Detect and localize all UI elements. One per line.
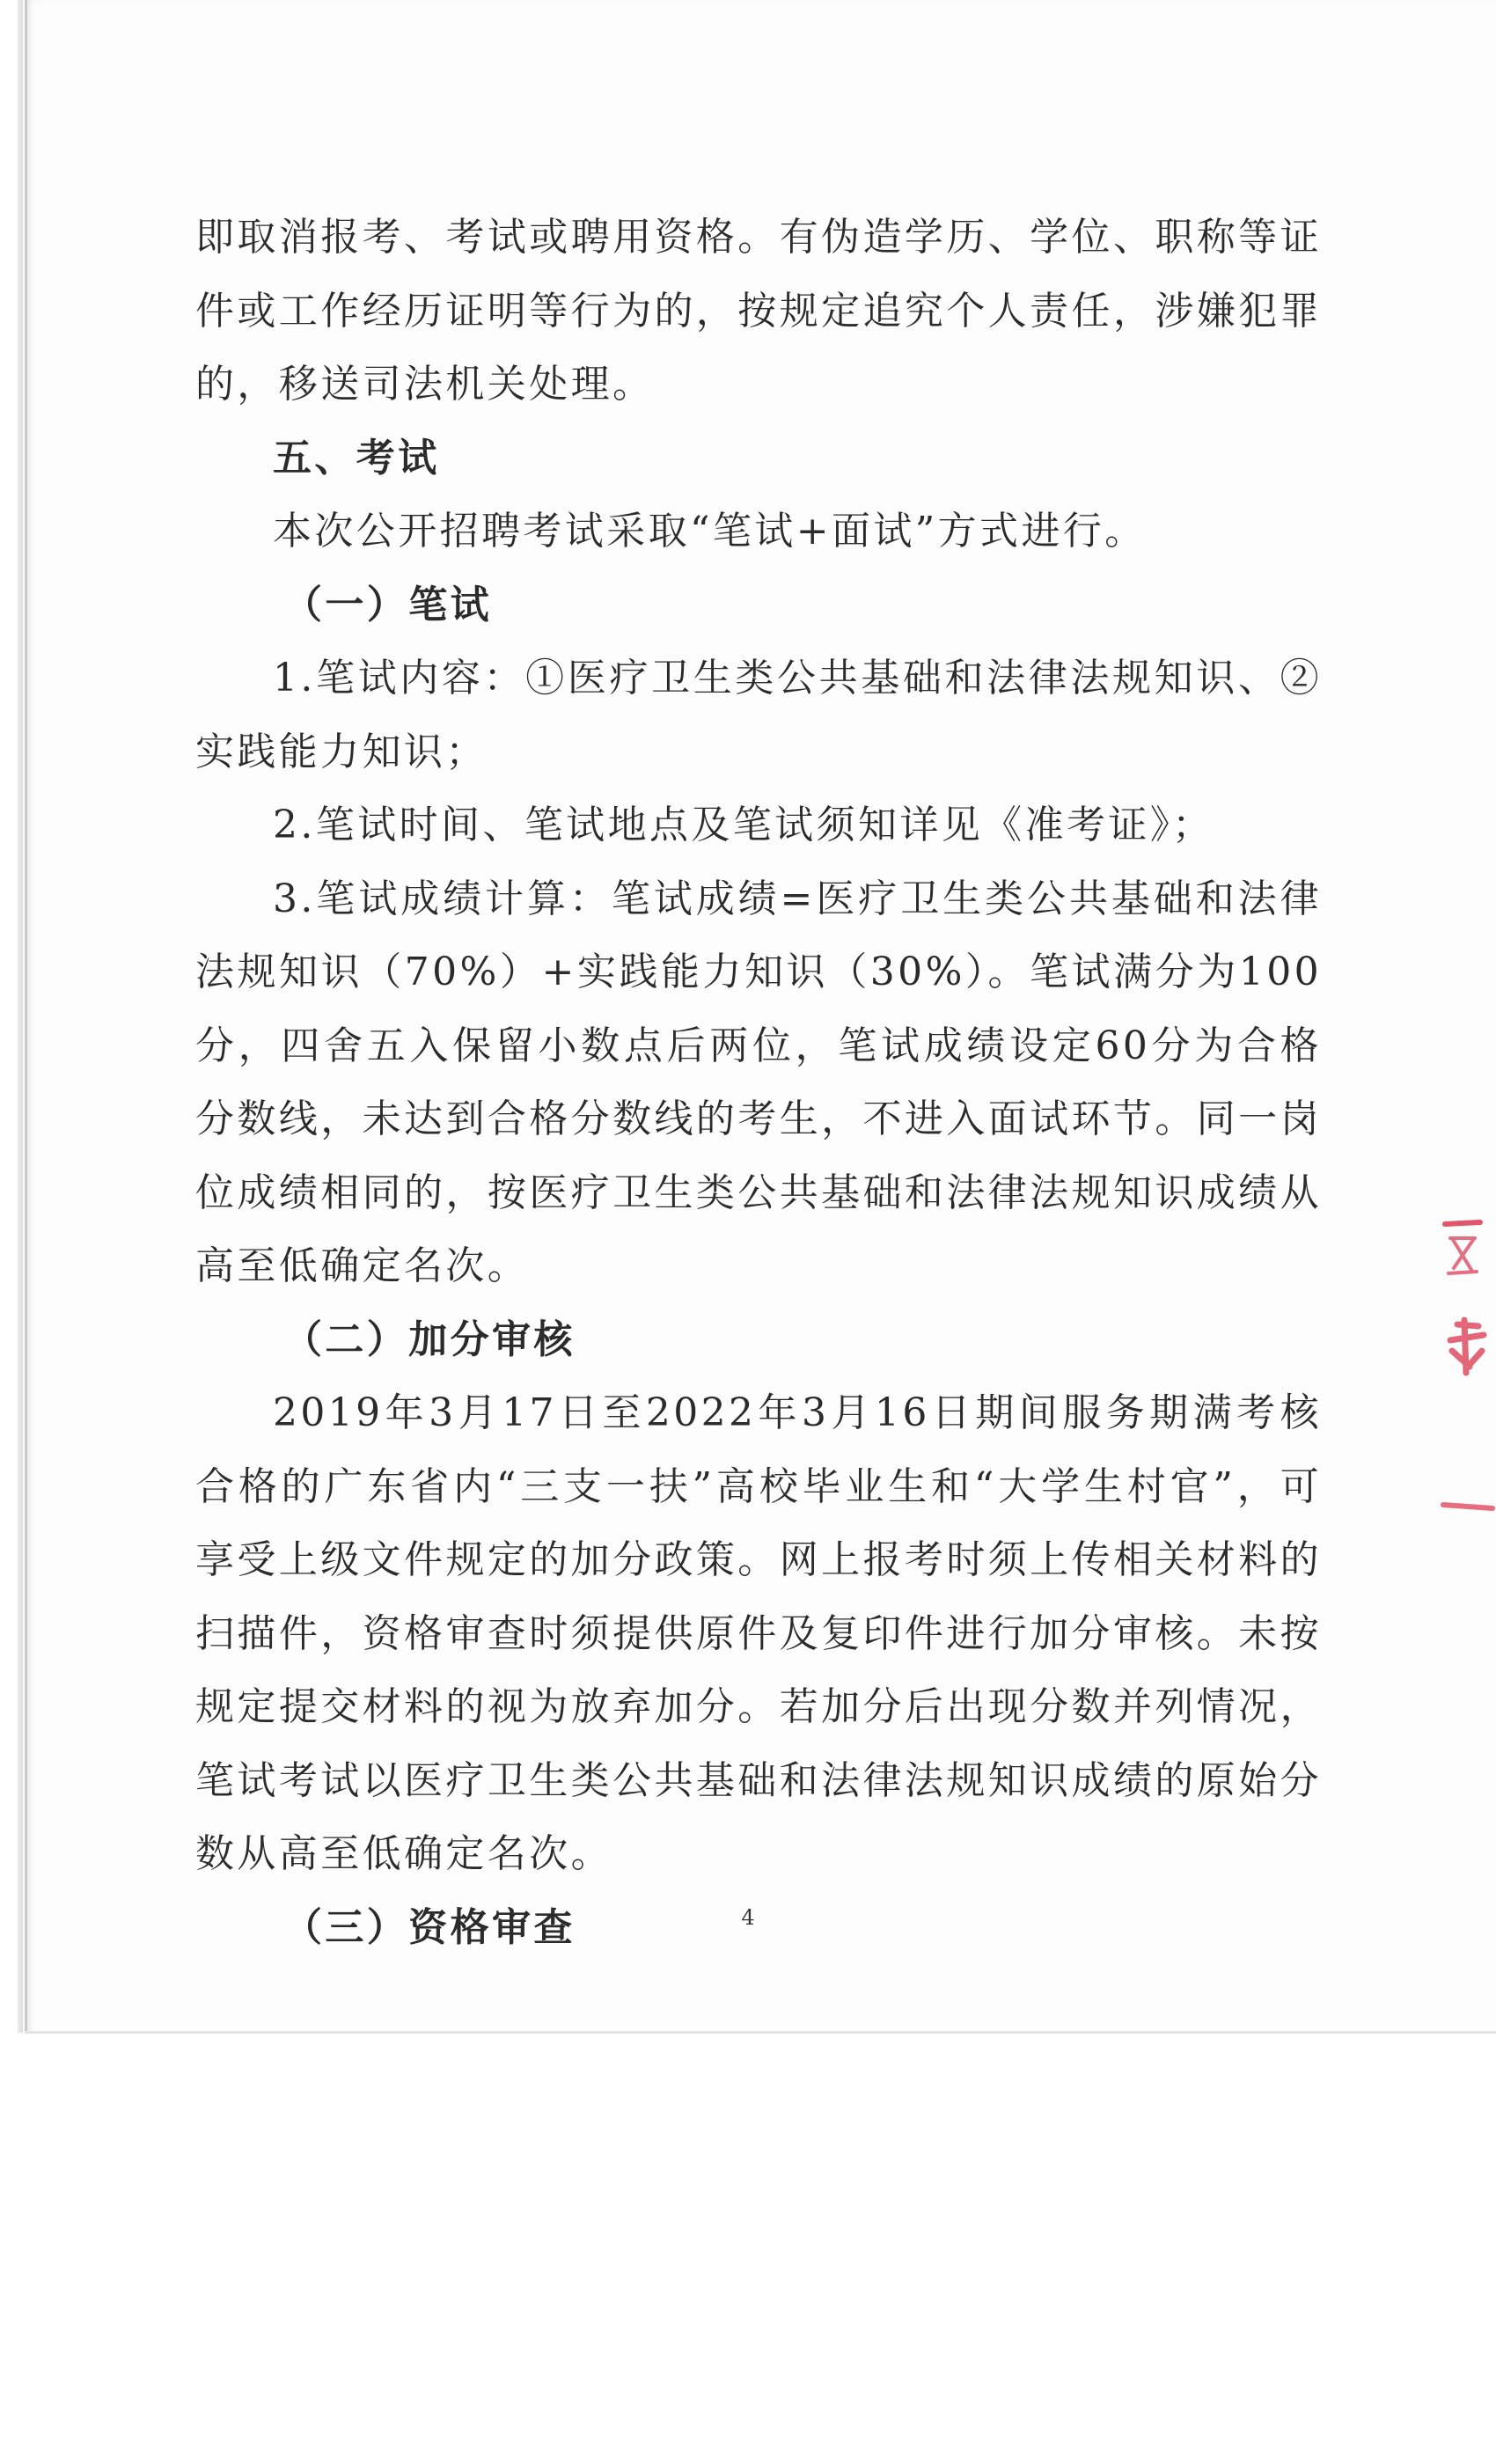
paragraph-bonus-policy: 2019年3月17日至2022年3月16日期间服务期满考核合格的广东省内“三支一扶”高校毕业生和“大学生村官”，可享受上级文件规定的加分政策。网上报考时须上传相关材料的扫描件，资格审查时须提供原件及复印件进行加分审核。未按规定提交材料的视为放弃加分。若加分后出现分数并列情况，笔试考试以医疗卫生类公共基础和法律法规知识成绩的原始分数从高至低确定名次。 bbox=[195, 1390, 1322, 1876]
scan-page-edge bbox=[18, 0, 23, 2033]
page-bottom-edge bbox=[25, 2031, 1496, 2034]
page-number: 4 bbox=[741, 1905, 755, 1930]
paragraph-continuation: 即取消报考、考试或聘用资格。有伪造学历、学位、职称等证件或工作经历证明等行为的，按规定追究个人责任，涉嫌犯罪的，移送司法机关处理。 bbox=[195, 215, 1322, 407]
paragraph-exam-method: 本次公开招聘考试采取“笔试+面试”方式进行。 bbox=[273, 509, 1147, 554]
subheading-bonus-review: （二）加分审核 bbox=[283, 1316, 576, 1362]
subheading-qualification-review: （三）资格审查 bbox=[283, 1904, 576, 1950]
subheading-written-exam: （一）笔试 bbox=[283, 582, 492, 627]
paragraph-exam-content: 1.笔试内容：①医疗卫生类公共基础和法律法规知识、②实践能力知识； bbox=[195, 656, 1322, 774]
red-seal-fragment bbox=[1434, 1219, 1496, 1518]
document-body bbox=[195, 201, 1322, 1964]
section-heading-exam: 五、考试 bbox=[273, 435, 440, 480]
paragraph-exam-time-place: 2.笔试时间、笔试地点及笔试须知详见《准考证》； bbox=[273, 803, 1214, 847]
paragraph-score-calculation: 3.笔试成绩计算：笔试成绩=医疗卫生类公共基础和法律法规知识（70%）+实践能力知识（30%）。笔试满分为100分，四舍五入保留小数点后两位，笔试成绩设定60分为合格分数线，未达到合格分数线的考生，不进入面试环节。同一岗位成绩相同的，按医疗卫生类公共基础和法律法规知识成绩从高至低确定名次。 bbox=[195, 876, 1322, 1288]
